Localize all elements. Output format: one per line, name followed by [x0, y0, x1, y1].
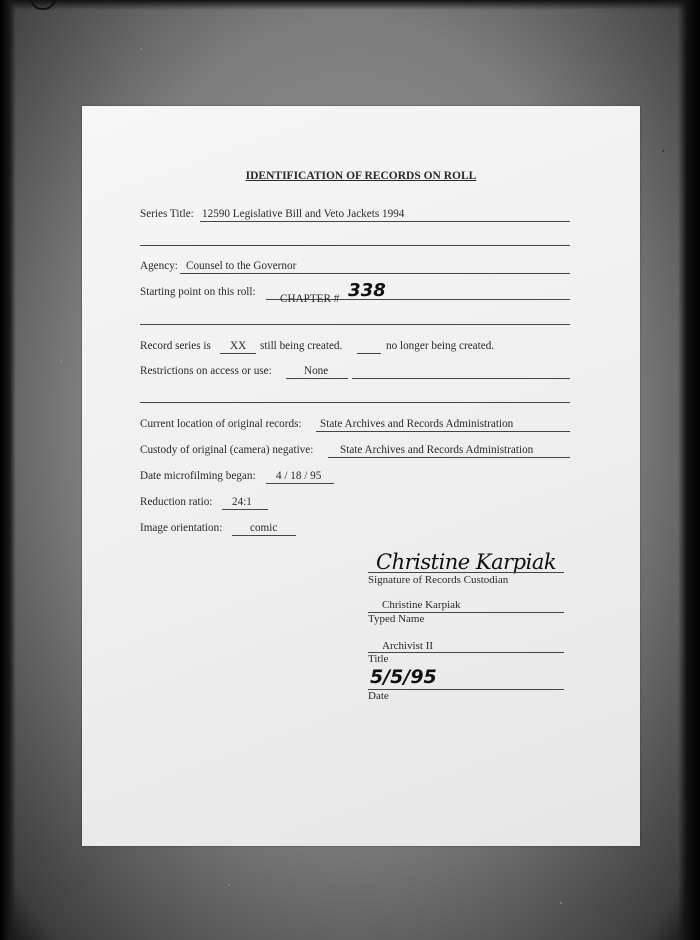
title-line	[368, 652, 564, 653]
film-speck	[412, 76, 414, 78]
current-location-row	[140, 418, 514, 434]
custody-row	[140, 444, 534, 460]
date-line	[368, 689, 564, 690]
restrictions-label: Restrictions on access or use:	[140, 365, 272, 377]
record-series-label: Record series is	[140, 340, 211, 352]
series-title-row	[140, 208, 405, 224]
date-began-value: 4 / 18 / 95	[266, 470, 334, 484]
film-edge-top	[0, 0, 700, 10]
starting-point-handwritten: 338	[348, 280, 386, 301]
film-speck	[228, 884, 230, 886]
current-location-label: Current location of original records:	[140, 418, 302, 430]
series-title-continuation-line	[140, 245, 570, 246]
records-form-sheet	[82, 106, 640, 846]
film-speck	[60, 360, 62, 362]
series-title-value: 12590 Legislative Bill and Veto Jackets 1994	[200, 208, 570, 222]
current-location-value: State Archives and Records Administration	[316, 418, 570, 432]
record-series-row	[140, 340, 495, 356]
restrictions-value: None	[286, 365, 348, 379]
reduction-ratio-label: Reduction ratio:	[140, 496, 213, 508]
no-longer-created-label: no longer being created.	[386, 340, 495, 352]
film-speck	[560, 902, 562, 904]
reduction-ratio-value: 24:1	[222, 496, 268, 510]
still-being-created-label: still being created.	[260, 340, 343, 352]
series-title-label: Series Title:	[140, 208, 194, 220]
date-caption: Date	[368, 690, 389, 702]
starting-point-continuation-line	[140, 324, 570, 325]
agency-value: Counsel to the Governor	[180, 260, 570, 274]
title-value: Archivist II	[382, 640, 434, 652]
custody-label: Custody of original (camera) negative:	[140, 444, 314, 456]
starting-point-label: Starting point on this roll:	[140, 286, 256, 298]
custody-value: State Archives and Records Administration	[328, 444, 570, 458]
film-speck	[140, 48, 142, 50]
typed-name-caption: Typed Name	[368, 613, 425, 625]
starting-point-row	[140, 280, 386, 305]
no-longer-created-mark	[357, 340, 381, 354]
signature-line	[368, 572, 564, 573]
film-edge-right	[678, 0, 700, 940]
still-being-created-mark: XX	[220, 340, 256, 354]
agency-label: Agency:	[140, 260, 178, 272]
starting-point-value: CHAPTER #	[280, 293, 340, 305]
agency-row	[140, 260, 297, 276]
film-speck	[662, 150, 664, 152]
starting-point-field	[266, 280, 570, 305]
restrictions-extra-line	[352, 365, 570, 379]
date-began-row	[140, 470, 322, 486]
restrictions-continuation-line	[140, 402, 570, 403]
signature-caption: Signature of Records Custodian	[368, 574, 509, 586]
date-began-label: Date microfilming began:	[140, 470, 256, 482]
image-orientation-row	[140, 522, 278, 538]
reduction-ratio-row	[140, 496, 252, 512]
typed-name-value: Christine Karpiak	[382, 599, 461, 611]
form-title: IDENTIFICATION OF RECORDS ON ROLL	[245, 170, 477, 182]
date-handwritten: 5/5/95	[370, 666, 437, 688]
image-orientation-label: Image orientation:	[140, 522, 223, 534]
film-edge-left	[0, 0, 16, 940]
restrictions-row	[140, 365, 329, 381]
custodian-signature-handwritten: Christine Karpiak	[376, 550, 557, 574]
image-orientation-value: comic	[232, 522, 296, 536]
title-caption: Title	[368, 653, 389, 665]
